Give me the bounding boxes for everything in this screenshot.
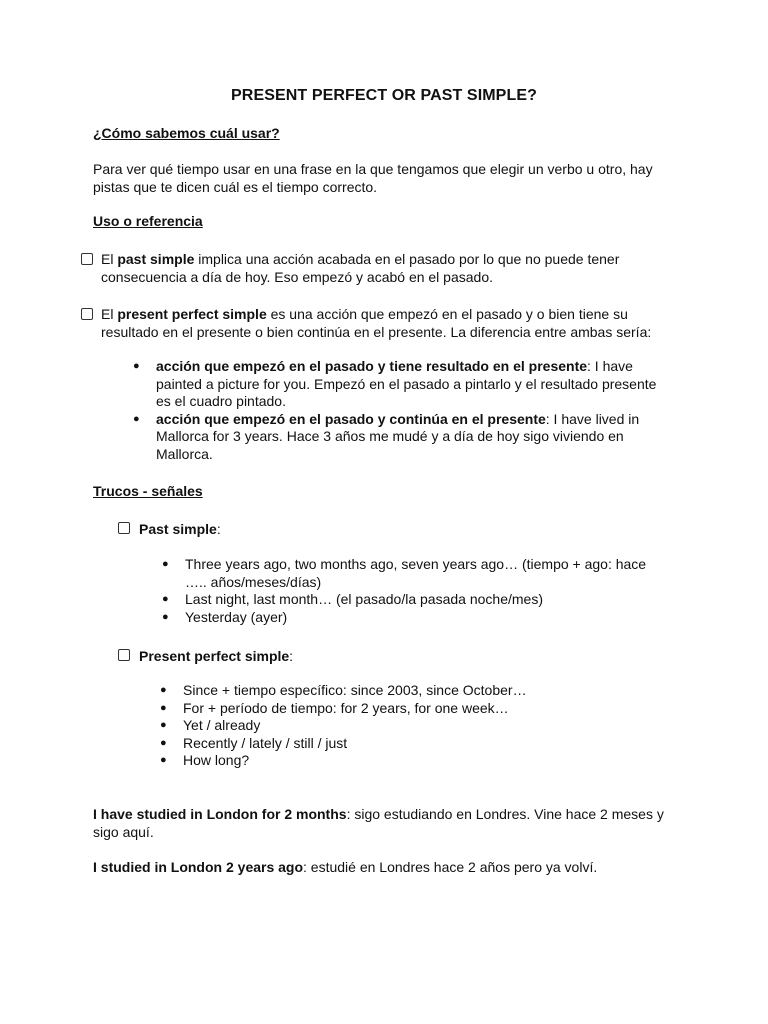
page-title: PRESENT PERFECT OR PAST SIMPLE? bbox=[231, 87, 537, 104]
heading-uso-referencia: Uso o referencia bbox=[93, 213, 203, 229]
difference-bullet-list bbox=[133, 358, 668, 464]
checkbox-icon[interactable] bbox=[118, 522, 130, 534]
bullet-icon: ● bbox=[133, 360, 140, 372]
bullet-icon: ● bbox=[133, 412, 140, 425]
list-item: ● Three years ago, two months ago, seven years ago… (tiempo + ago: hace ….. años/meses/días) bbox=[162, 556, 647, 590]
checkbox-icon[interactable] bbox=[118, 649, 130, 661]
bullet-icon: ● bbox=[160, 684, 167, 696]
bullet-icon: ● bbox=[160, 719, 167, 732]
list-item: ● acción que empezó en el pasado y tiene resultado en el presente: I have painted a picture for you. Empezó en el pasado a pintarlo y el resultado presente es el cuadro pintado. bbox=[133, 358, 657, 410]
heading-trucos-senales: Trucos - señales bbox=[93, 483, 203, 499]
bullet-icon: ● bbox=[162, 558, 169, 570]
bullet-icon: ● bbox=[162, 610, 169, 623]
list-item: ● Yet / already bbox=[160, 717, 261, 734]
intro-paragraph: Para ver qué tiempo usar en una frase en la que tengamos que elegir un verbo u otro, hay pistas que te dicen cuál es el tiempo correcto. bbox=[93, 161, 653, 195]
checklist-item-text: El present perfect simple es una acción que empezó en el pasado y o bien tiene su resultado en el presente o bien continúa en el presente. La diferencia entre ambas sería: bbox=[101, 306, 652, 340]
checkbox-icon[interactable] bbox=[81, 308, 93, 320]
list-item: ● For + período de tiempo: for 2 years, for one week… bbox=[160, 699, 509, 716]
list-item: ● How long? bbox=[160, 752, 250, 769]
list-item: ● Since + tiempo específico: since 2003, since October… bbox=[160, 682, 527, 698]
checkbox-icon[interactable] bbox=[81, 253, 93, 265]
list-item: ● Recently / lately / still / just bbox=[160, 734, 348, 751]
bullet-icon: ● bbox=[160, 736, 167, 749]
bullet-icon: ● bbox=[162, 593, 169, 606]
example-past-simple: I studied in London 2 years ago: estudié en Londres hace 2 años pero ya volví. bbox=[93, 859, 598, 875]
list-item: ● Yesterday (ayer) bbox=[162, 608, 288, 625]
past-simple-signal-list bbox=[162, 556, 662, 626]
heading-como-sabemos: ¿Cómo sabemos cuál usar? bbox=[93, 125, 280, 141]
bullet-icon: ● bbox=[160, 754, 167, 767]
example-present-perfect: I have studied in London for 2 months: sigo estudiando en Londres. Vine hace 2 meses y sigo aquí. bbox=[93, 806, 664, 840]
checklist-item-text: Past simple: bbox=[139, 521, 221, 537]
list-item: ● acción que empezó en el pasado y continúa en el presente: I have lived in Mallorca for 3 years. Hace 3 años me mudé y a día de hoy sigo viviendo en Mallorca. bbox=[133, 410, 640, 462]
checklist-item-text: El past simple implica una acción acabada en el pasado por lo que no puede tener consecuencia a día de hoy. Eso empezó y acabó en el pasado. bbox=[101, 251, 620, 285]
checklist-item-text: Present perfect simple: bbox=[139, 648, 294, 664]
present-perfect-signal-list bbox=[160, 682, 660, 770]
bullet-icon: ● bbox=[160, 701, 167, 714]
list-item: ● Last night, last month… (el pasado/la pasada noche/mes) bbox=[162, 591, 543, 608]
